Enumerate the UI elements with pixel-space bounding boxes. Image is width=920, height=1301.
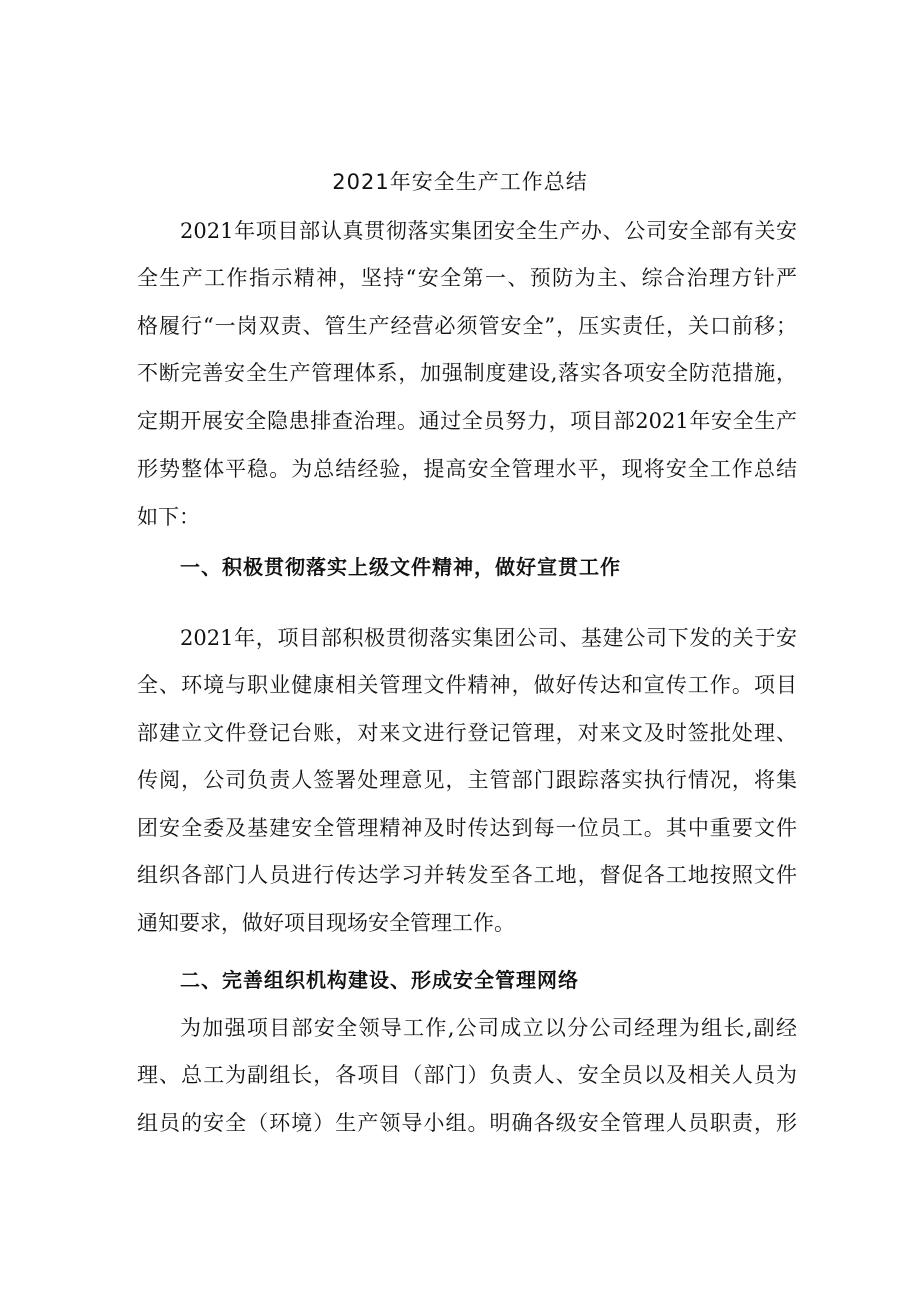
document-title: 2021年安全生产工作总结 xyxy=(332,170,588,194)
section-2-heading: 二、完善组织机构建设、形成安全管理网络 xyxy=(180,968,579,992)
section-2-line: 组员的安全（环境）生产领导小组。明确各级安全管理人员职责，形 xyxy=(137,1111,797,1135)
section-1-line: 部建立文件登记台账，对来文进行登记管理，对来文及时签批处理、 xyxy=(137,721,797,745)
intro-line: 格履行“一岗双责、管生产经营必须管安全”，压实责任，关口前移； xyxy=(137,314,797,338)
section-1-line: 2021年，项目部积极贯彻落实集团公司、基建公司下发的关于安 xyxy=(180,626,797,650)
section-1-line: 组织各部门人员进行传达学习并转发至各工地，督促各工地按照文件 xyxy=(137,863,797,887)
intro-line: 形势整体平稳。为总结经验，提高安全管理水平，现将安全工作总结 xyxy=(137,457,797,481)
intro-line: 全生产工作指示精神，坚持“安全第一、预防为主、综合治理方针严 xyxy=(137,266,797,290)
section-2-line: 理、总工为副组长，各项目（部门）负责人、安全员以及相关人员为 xyxy=(137,1063,797,1087)
section-1-heading: 一、积极贯彻落实上级文件精神，做好宣贯工作 xyxy=(180,555,621,579)
intro-line: 如下： xyxy=(137,505,200,529)
section-1-line: 通知要求，做好项目现场安全管理工作。 xyxy=(137,911,515,935)
section-1-line: 团安全委及基建安全管理精神及时传达到每一位员工。其中重要文件 xyxy=(137,816,797,840)
intro-line: 2021年项目部认真贯彻落实集团安全生产办、公司安全部有关安 xyxy=(180,219,797,243)
section-1-line: 全、环境与职业健康相关管理文件精神，做好传达和宣传工作。项目 xyxy=(137,673,797,697)
intro-line: 定期开展安全隐患排查治理。通过全员努力，项目部2021年安全生产 xyxy=(137,409,797,433)
section-2-line: 为加强项目部安全领导工作,公司成立以分公司经理为组长,副经 xyxy=(180,1016,797,1040)
section-1-line: 传阅，公司负责人签署处理意见，主管部门跟踪落实执行情况，将集 xyxy=(137,768,797,792)
intro-line: 不断完善安全生产管理体系，加强制度建设,落实各项安全防范措施， xyxy=(137,361,797,385)
